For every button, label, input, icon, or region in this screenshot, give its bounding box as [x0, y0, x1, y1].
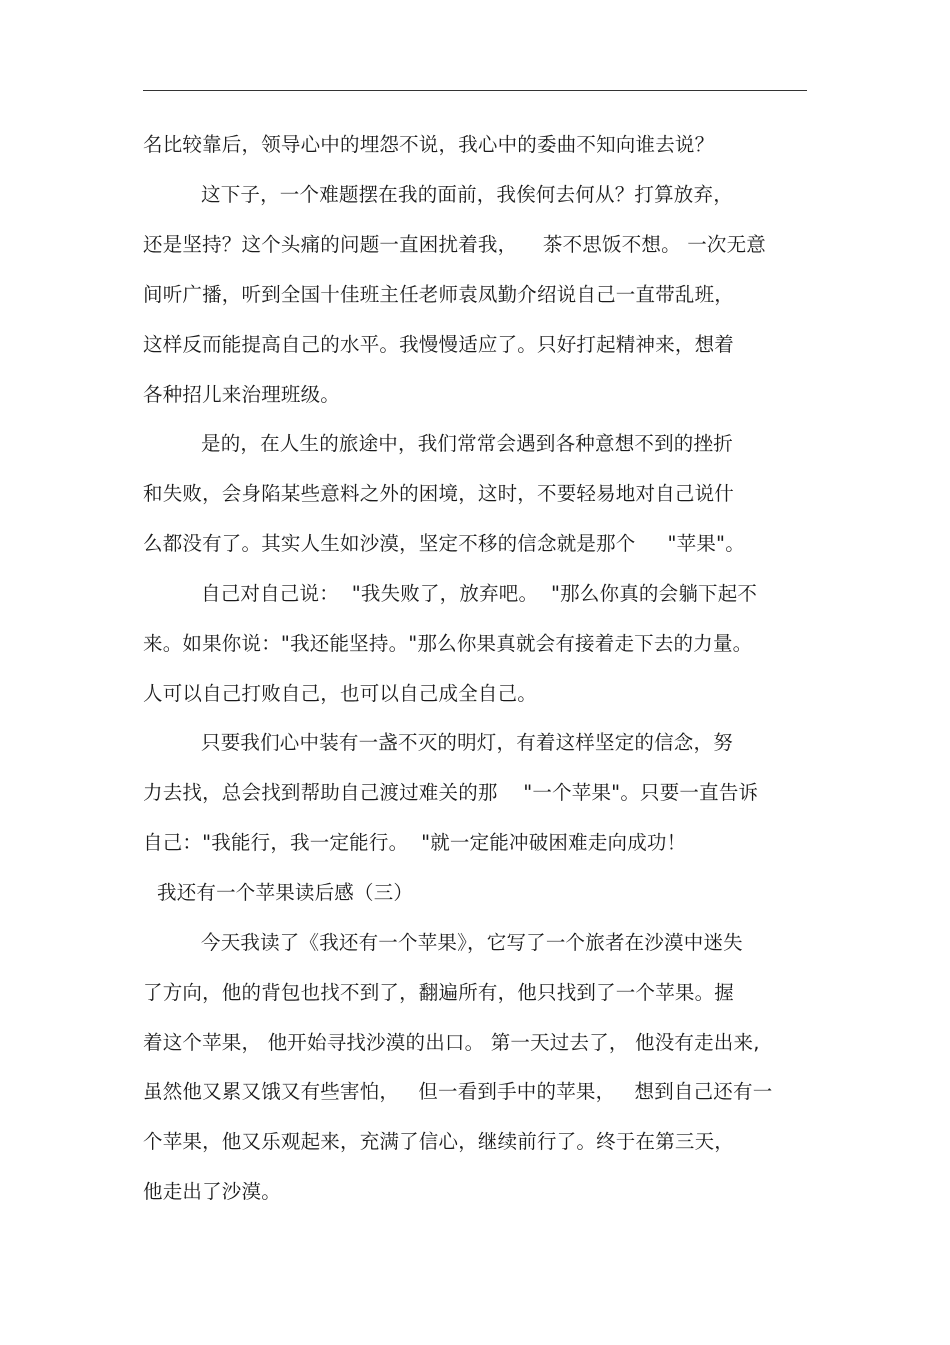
- text-line: 只要我们心中装有一盏不灭的明灯，有着这样坚定的信念，努: [201, 731, 733, 754]
- text-line: 名比较靠后，领导心中的埋怨不说，我心中的委曲不知向谁去说？: [143, 133, 715, 156]
- text-line: 来。如果你说："我还能坚持。"那么你果真就会有接着走下去的力量。: [143, 632, 753, 655]
- section-heading: 我还有一个苹果读后感（三）: [157, 881, 414, 904]
- text-line: 着这个苹果， 他开始寻找沙漠的出口。 第一天过去了， 他没有走出来,: [143, 1031, 760, 1054]
- text-line: 自己对自己说： "我失败了，放弃吧。 "那么你真的会躺下起不: [201, 582, 758, 605]
- text-line: 还是坚持？这个头痛的问题一直困扰着我， 茶不思饭不想。 一次无意: [143, 233, 766, 256]
- text-line: 间听广播，听到全国十佳班主任老师袁凤勤介绍说自己一直带乱班，: [143, 283, 735, 306]
- header-rule: [143, 90, 807, 91]
- text-line: 自己："我能行，我一定能行。 "就一定能冲破困难走向成功！: [143, 831, 687, 854]
- text-line: 个苹果，他又乐观起来，充满了信心，继续前行了。终于在第三天，: [143, 1130, 735, 1153]
- text-line: 么都没有了。其实人生如沙漠，坚定不移的信念就是那个 "苹果"。: [143, 532, 745, 555]
- text-line: 这样反而能提高自己的水平。我慢慢适应了。只好打起精神来，想着: [143, 333, 735, 356]
- text-line: 各种招儿来治理班级。: [143, 383, 341, 406]
- text-line: 这下子，一个难题摆在我的面前，我俟何去何从？打算放弃，: [201, 183, 733, 206]
- text-line: 力去找，总会找到帮助自己渡过难关的那 "一个苹果"。只要一直告诉: [143, 781, 759, 804]
- text-line: 他走出了沙漠。: [143, 1180, 281, 1203]
- text-line: 是的，在人生的旅途中，我们常常会遇到各种意想不到的挫折: [201, 432, 733, 455]
- text-line: 了方向，他的背包也找不到了，翻遍所有，他只找到了一个苹果。握: [143, 981, 735, 1004]
- text-line: 今天我读了《我还有一个苹果》，它写了一个旅者在沙漠中迷失: [201, 931, 743, 954]
- text-line: 虽然他又累又饿又有些害怕， 但一看到手中的苹果， 想到自己还有一: [143, 1080, 773, 1103]
- text-line: 和失败，会身陷某些意料之外的困境，这时，不要轻易地对自己说什: [143, 482, 735, 505]
- text-line: 人可以自己打败自己，也可以自己成全自己。: [143, 682, 538, 705]
